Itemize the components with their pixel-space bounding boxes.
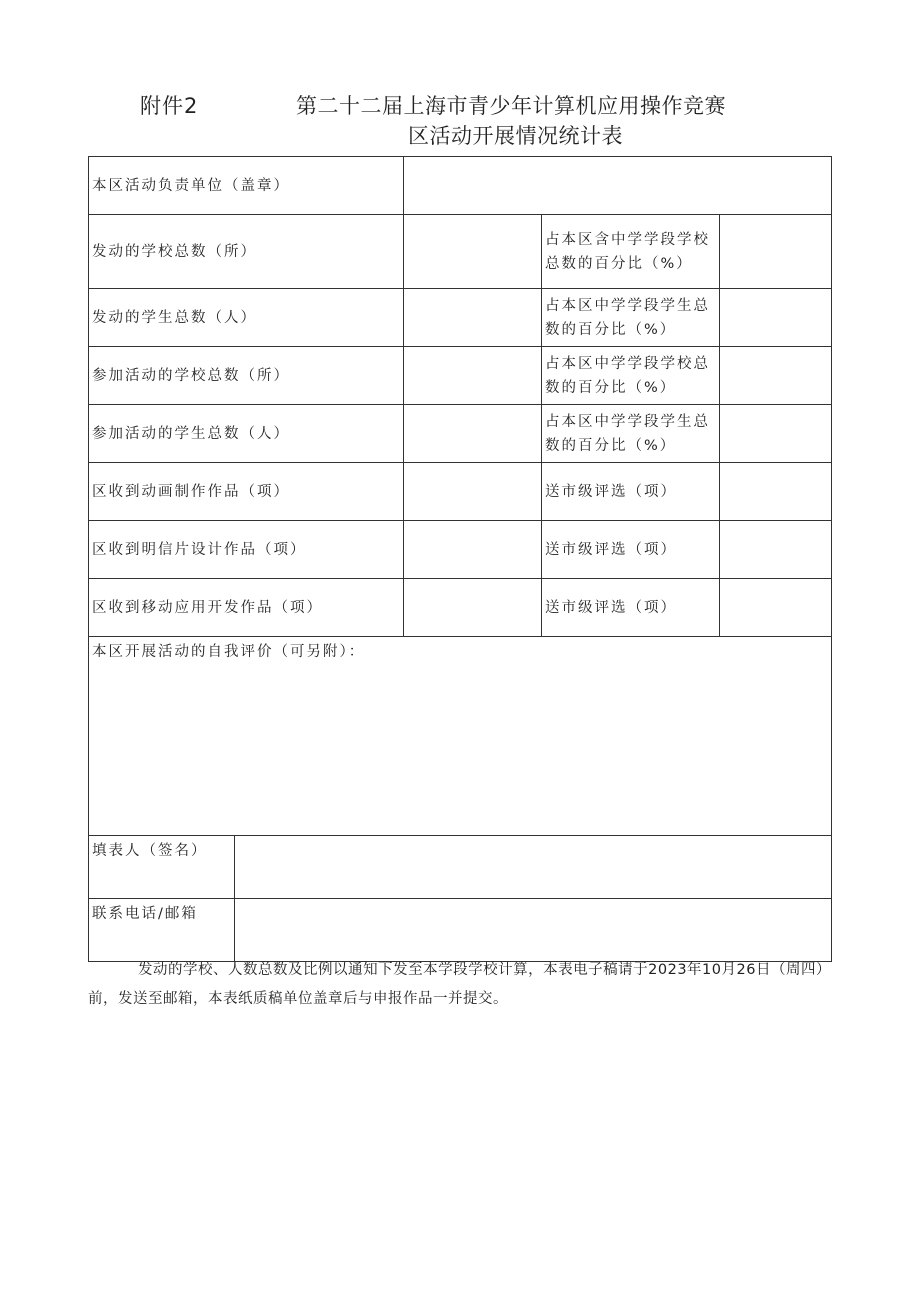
statistics-form-table bbox=[88, 156, 832, 962]
responsible-unit-field[interactable] bbox=[404, 157, 832, 215]
contact-label: 联系电话/邮箱 bbox=[89, 899, 235, 962]
ratio-field[interactable] bbox=[720, 579, 832, 637]
form-row bbox=[89, 289, 832, 347]
ratio-field[interactable] bbox=[720, 347, 832, 405]
form-row bbox=[89, 405, 832, 463]
ratio-field[interactable] bbox=[720, 463, 832, 521]
row-label: 区收到移动应用开发作品（项） bbox=[89, 579, 404, 637]
self-evaluation-label: 本区开展活动的自我评价（可另附）： bbox=[92, 644, 366, 660]
ratio-label: 送市级评选（项） bbox=[542, 463, 720, 521]
row-label: 发动的学校总数（所） bbox=[89, 215, 404, 289]
ratio-label: 占本区中学学段学生总数的百分比（%） bbox=[542, 405, 720, 463]
value-field[interactable] bbox=[404, 289, 542, 347]
attachment-label: 附件2 bbox=[140, 94, 199, 118]
ratio-field[interactable] bbox=[720, 215, 832, 289]
page-title: 第二十二届上海市青少年计算机应用操作竞赛 bbox=[296, 94, 726, 118]
form-row-contact bbox=[89, 899, 832, 962]
page-subtitle: 区活动开展情况统计表 bbox=[408, 124, 623, 148]
ratio-label: 占本区含中学学段学校总数的百分比（%） bbox=[542, 215, 720, 289]
form-row-filler bbox=[89, 836, 832, 899]
form-row bbox=[89, 463, 832, 521]
row-label: 参加活动的学校总数（所） bbox=[89, 347, 404, 405]
ratio-field[interactable] bbox=[720, 521, 832, 579]
form-row bbox=[89, 215, 832, 289]
ratio-label: 占本区中学学段学校总数的百分比（%） bbox=[542, 347, 720, 405]
footnote: 发动的学校、人数总数及比例以通知下发至本学段学校计算，本表电子稿请于2023年10月26日（周四）前，发送至邮箱，本表纸质稿单位盖章后与申报作品一并提交。 bbox=[88, 962, 831, 1007]
contact-field[interactable] bbox=[235, 899, 832, 962]
value-field[interactable] bbox=[404, 215, 542, 289]
value-field[interactable] bbox=[404, 463, 542, 521]
form-row bbox=[89, 521, 832, 579]
self-evaluation-area[interactable] bbox=[89, 637, 832, 836]
ratio-field[interactable] bbox=[720, 289, 832, 347]
value-field[interactable] bbox=[404, 405, 542, 463]
row-label: 区收到动画制作作品（项） bbox=[89, 463, 404, 521]
row-label: 参加活动的学生总数（人） bbox=[89, 405, 404, 463]
row-label: 区收到明信片设计作品（项） bbox=[89, 521, 404, 579]
form-row bbox=[89, 347, 832, 405]
form-row bbox=[89, 579, 832, 637]
form-row-self-evaluation bbox=[89, 637, 832, 836]
value-field[interactable] bbox=[404, 347, 542, 405]
ratio-label: 占本区中学学段学生总数的百分比（%） bbox=[542, 289, 720, 347]
filler-signature-field[interactable] bbox=[235, 836, 832, 899]
filler-label: 填表人（签名） bbox=[89, 836, 235, 899]
responsible-unit-label: 本区活动负责单位（盖章） bbox=[89, 157, 404, 215]
value-field[interactable] bbox=[404, 521, 542, 579]
ratio-field[interactable] bbox=[720, 405, 832, 463]
form-row-responsible-unit bbox=[89, 157, 832, 215]
ratio-label: 送市级评选（项） bbox=[542, 521, 720, 579]
ratio-label: 送市级评选（项） bbox=[542, 579, 720, 637]
row-label: 发动的学生总数（人） bbox=[89, 289, 404, 347]
value-field[interactable] bbox=[404, 579, 542, 637]
